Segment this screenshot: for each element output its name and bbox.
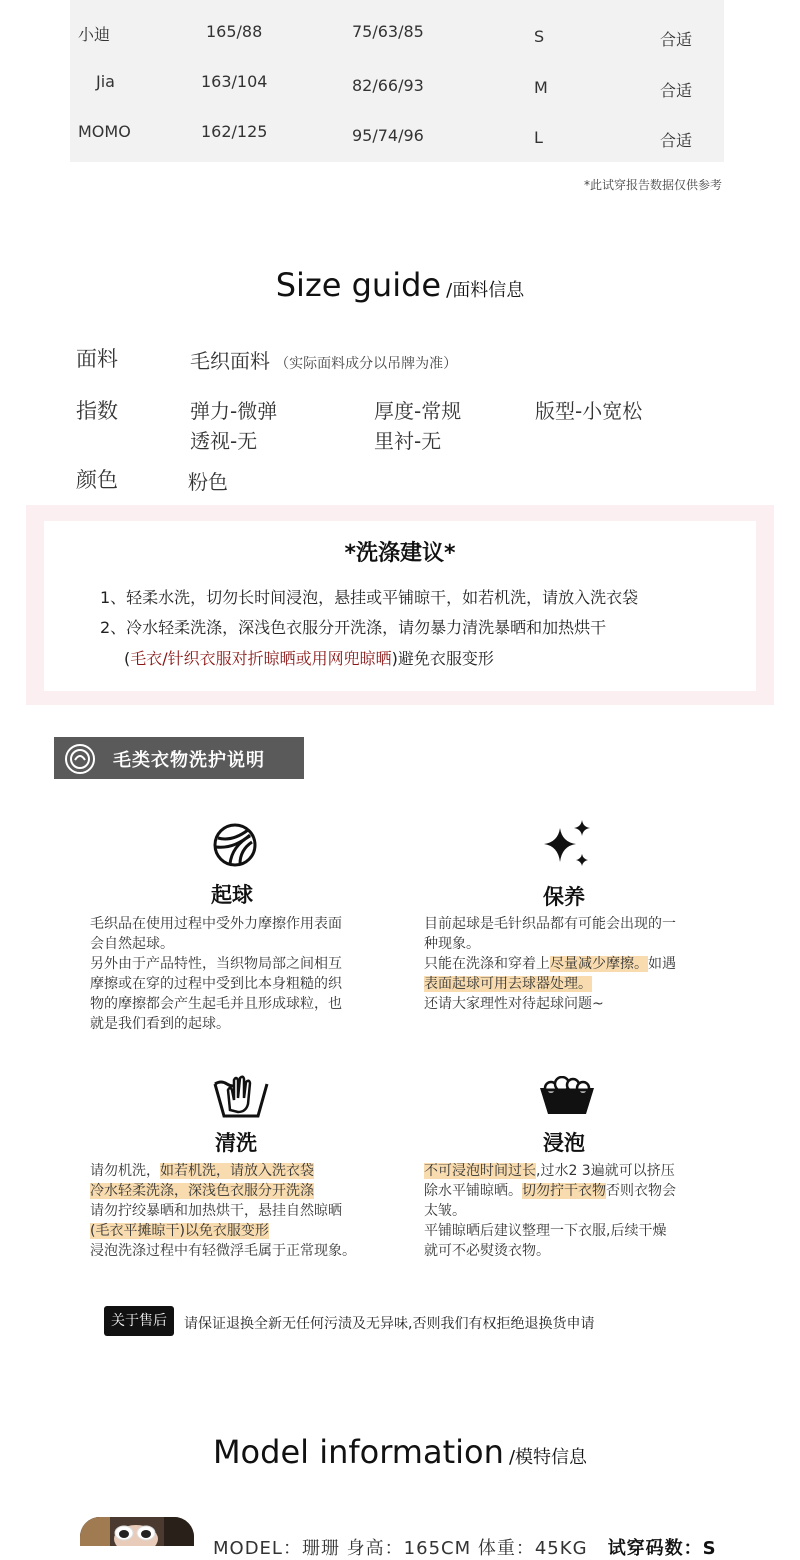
fit-cell: 合适 — [660, 30, 693, 49]
fabric-note: （实际面料成分以吊牌为准） — [275, 356, 458, 372]
soaking-highlight: 不可浸泡时间过长 — [424, 1163, 536, 1179]
washing-line: 请勿拧绞暴晒和加热烘干，悬挂自然晾晒 — [90, 1203, 342, 1219]
maintenance-line: 种现象。 — [424, 936, 480, 952]
maintenance-heading: 保养 — [543, 885, 585, 909]
hand-wash-icon — [212, 1070, 270, 1120]
size-guide-title — [0, 266, 800, 304]
index-fit: 版型-小宽松 — [535, 399, 643, 423]
soaking-line — [424, 1181, 724, 1201]
maintenance-text-segment: 如遇 — [648, 956, 676, 972]
pilling-line: 会自然起球。 — [90, 936, 174, 952]
soaking-heading: 浸泡 — [543, 1131, 585, 1155]
washing-highlight: 冷水轻柔洗涤，深浅色衣服分开洗涤 — [90, 1183, 314, 1199]
height-weight-cell: 163/104 — [201, 72, 268, 91]
washing-highlight: (毛衣平摊晾干)以免衣服变形 — [90, 1223, 269, 1239]
pilling-line: 另外由于产品特性，当织物局部之间相互 — [90, 956, 342, 972]
pilling-heading: 起球 — [211, 883, 253, 907]
fabric-value: 毛织面料 — [190, 349, 270, 373]
soaking-text — [424, 1161, 724, 1261]
washing-text-segment: 请勿机洗， — [90, 1163, 160, 1179]
index-label: 指数 — [76, 399, 118, 423]
model-size: 试穿码数：S — [607, 1538, 717, 1559]
maintenance-text-segment: 只能在洗涤和穿着上 — [424, 956, 550, 972]
maintenance-text — [424, 914, 724, 1014]
size-cell: L — [534, 128, 543, 147]
washing-line — [90, 1221, 390, 1241]
model-info-title — [0, 1433, 800, 1471]
washing-line: 浸泡洗涤过程中有轻微浮毛属于正常现象。 — [90, 1243, 356, 1259]
model-photo — [80, 1517, 194, 1546]
size-guide-title-cn: /面料信息 — [446, 280, 525, 301]
washing-heading: 清洗 — [215, 1131, 257, 1155]
model-name-cell: 小迪 — [78, 25, 111, 44]
table-row — [70, 0, 724, 50]
after-sales-badge: 关于售后 — [104, 1306, 174, 1336]
washing-line — [90, 1181, 390, 1201]
washing-line — [90, 1161, 390, 1181]
model-details — [213, 1534, 717, 1560]
wash-advice-line-2: 2、冷水轻柔洗涤，深浅色衣服分开洗涤，请勿暴力清洗暴晒和加热烘干 — [100, 618, 607, 637]
size-guide-title-en: Size guide — [275, 266, 442, 304]
maintenance-line — [424, 954, 724, 974]
wash-advice-title: *洗涤建议* — [344, 541, 456, 566]
pilling-line: 物的摩擦都会产生起毛并且形成球粒，也 — [90, 996, 342, 1012]
model-info-title-en: Model information — [212, 1433, 504, 1471]
table-row — [70, 50, 724, 100]
wash-advice-line-3-tail: )避免衣服变形 — [391, 649, 494, 668]
height-weight-cell: 162/125 — [201, 122, 268, 141]
soaking-text-segment: 除水平铺晾晒。 — [424, 1183, 522, 1199]
maintenance-line: 目前起球是毛针织品都有可能会出现的一 — [424, 916, 676, 932]
maintenance-line — [424, 974, 724, 994]
wash-advice-warning: 毛衣/针织衣服对折晾晒或用网兜晾晒 — [130, 649, 392, 668]
model-name-cell: MOMO — [78, 122, 131, 141]
model-photo-image — [80, 1517, 194, 1546]
measurements-cell: 82/66/93 — [352, 76, 424, 95]
model-stats: MODEL：珊珊 身高：165CM 体重：45KG — [213, 1538, 588, 1559]
soaking-text-segment: ,过水2 3遍就可以挤压 — [536, 1163, 675, 1179]
fit-report-note: *此试穿报告数据仅供参考 — [583, 178, 722, 192]
model-name-cell: Jia — [96, 72, 115, 91]
paren-open: ( — [124, 649, 131, 668]
maintenance-line: 还请大家理性对待起球问题~ — [424, 996, 604, 1012]
color-value: 粉色 — [188, 470, 228, 494]
washing-text — [90, 1161, 390, 1261]
yarn-ball-icon — [210, 820, 260, 870]
washing-highlight: 如若机洗，请放入洗衣袋 — [160, 1163, 314, 1179]
index-elasticity: 弹力-微弹 — [190, 399, 278, 423]
index-lining: 里衬-无 — [374, 429, 442, 453]
size-cell: M — [534, 78, 548, 97]
table-row — [70, 100, 724, 150]
soaking-line: 就可不必熨烫衣物。 — [424, 1243, 550, 1259]
wash-advice-line-1: 1、轻柔水洗，切勿长时间浸泡，悬挂或平铺晾干，如若机洗，请放入洗衣袋 — [100, 588, 639, 607]
index-thickness: 厚度-常规 — [374, 399, 462, 423]
fabric-label: 面料 — [76, 347, 118, 371]
measurements-cell: 75/63/85 — [352, 22, 424, 41]
soaking-line: 太皱。 — [424, 1203, 466, 1219]
maintenance-highlight: 尽量减少摩擦。 — [550, 956, 648, 972]
height-weight-cell: 165/88 — [206, 22, 263, 41]
size-cell: S — [534, 27, 545, 46]
fit-cell: 合适 — [660, 81, 693, 100]
care-logo-icon — [64, 743, 96, 775]
fit-cell: 合适 — [660, 131, 693, 150]
wash-advice-line-3 — [124, 646, 494, 669]
maintenance-highlight: 表面起球可用去球器处理。 — [424, 976, 592, 992]
pilling-text — [90, 914, 390, 1034]
soak-basin-icon — [538, 1076, 596, 1116]
soaking-line: 平铺晾晒后建议整理一下衣服,后续干燥 — [424, 1223, 667, 1239]
color-label: 颜色 — [76, 468, 118, 492]
after-sales-text: 请保证退换全新无任何污渍及无异味,否则我们有权拒绝退换货申请 — [184, 1316, 595, 1332]
pilling-line: 毛织品在使用过程中受外力摩擦作用表面 — [90, 916, 342, 932]
soaking-text-segment: 否则衣物会 — [606, 1183, 676, 1199]
sparkle-icon — [540, 818, 594, 872]
fit-report-table — [70, 0, 724, 162]
soaking-line — [424, 1161, 724, 1181]
model-info-title-cn: /模特信息 — [508, 1447, 588, 1468]
pilling-line: 摩擦或在穿的过程中受到比本身粗糙的织 — [90, 976, 342, 992]
pilling-line: 就是我们看到的起球。 — [90, 1016, 230, 1032]
soaking-highlight: 切勿拧干衣物 — [522, 1183, 606, 1199]
index-transparency: 透视-无 — [190, 429, 258, 453]
fabric-row — [190, 345, 457, 374]
care-banner-title: 毛类衣物洗护说明 — [113, 750, 265, 771]
measurements-cell: 95/74/96 — [352, 126, 424, 145]
